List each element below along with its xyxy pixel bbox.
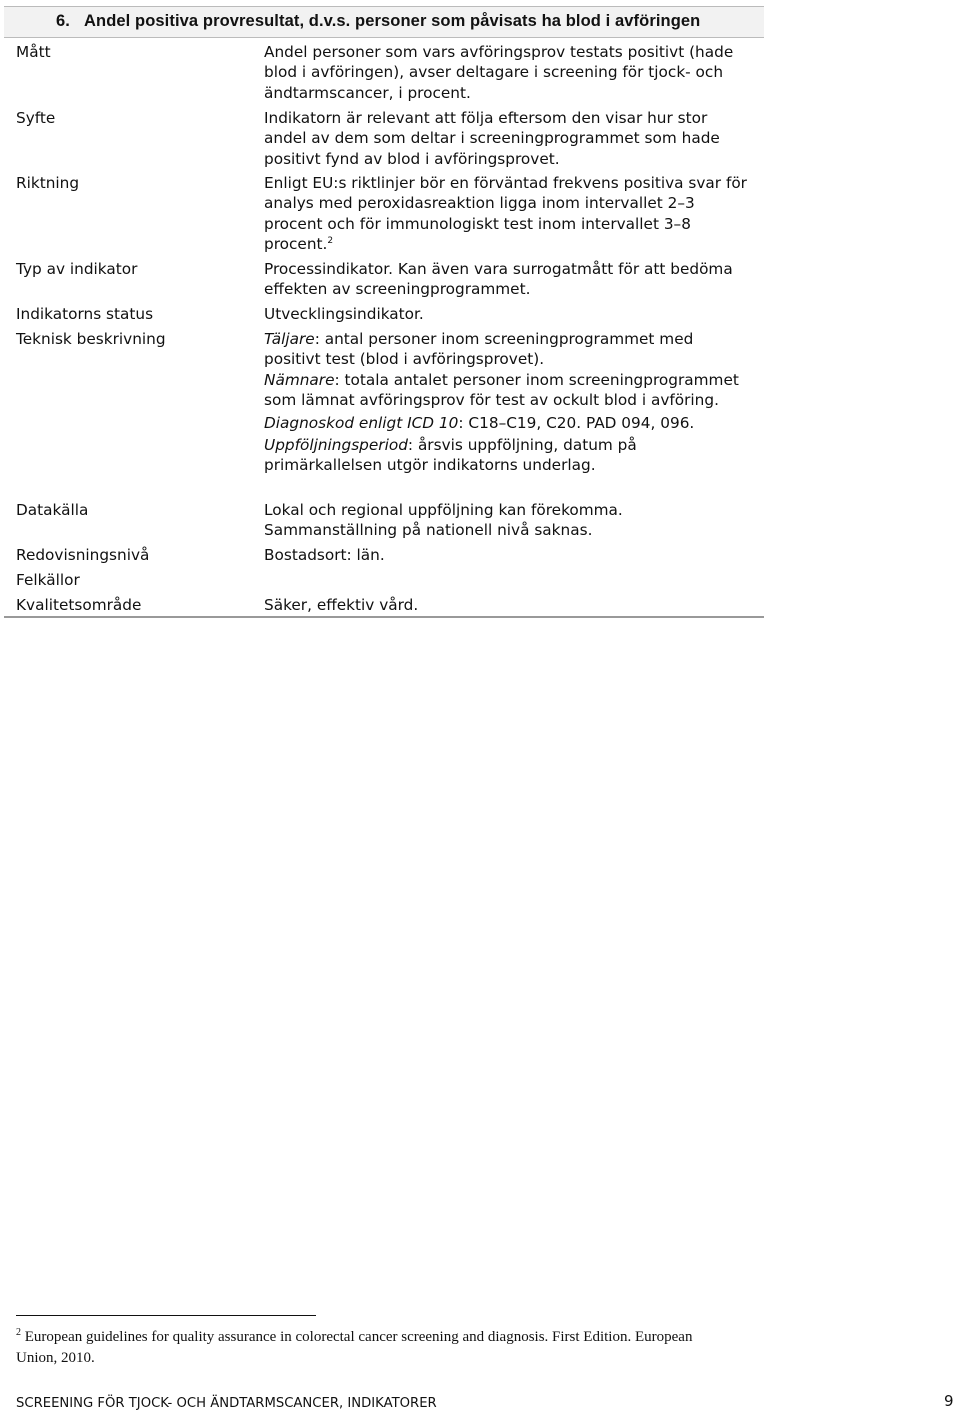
- running-footer-title: SCREENING FÖR TJOCK- OCH ÄNDTARMSCANCER, INDIKATORER: [16, 1396, 437, 1411]
- row-value-teknisk: [264, 329, 754, 476]
- section-title: Andel positiva provresultat, d.v.s. personer som påvisats ha blod i avföringen: [84, 12, 701, 30]
- row-label-syfte: Syfte: [16, 109, 56, 127]
- row-label-kvalitet: Kvalitetsområde: [16, 596, 142, 614]
- row-label-riktning: Riktning: [16, 174, 80, 192]
- section-heading: [56, 12, 700, 31]
- row-value-datakalla: Lokal och regional uppföljning kan förekomma. Sammanställning på nationell nivå saknas.: [264, 501, 623, 540]
- row-value-redovisning: Bostadsort: län.: [264, 546, 385, 564]
- taljare-text: : antal personer inom screeningprogrammet med positivt test (blod i avföringsprovet).: [264, 330, 694, 369]
- riktning-text: Enligt EU:s riktlinjer bör en förväntad frekvens positiva svar för analys med peroxidasreaktion ligga inom intervallet 2–3 procent och för immunologiskt test inom intervallet 3–8 procent.: [264, 174, 747, 254]
- uppfoljning-paragraph: [264, 435, 754, 476]
- row-value-status: Utvecklingsindikator.: [264, 305, 424, 323]
- row-label-datakalla: Datakälla: [16, 501, 89, 519]
- footnote: [16, 1327, 736, 1369]
- namnare-text: : totala antalet personer inom screeningprogrammet som lämnat avföringsprov för test av ockult blod i avföring.: [264, 370, 739, 410]
- section-number: 6.: [56, 12, 70, 30]
- row-value-riktning: [264, 173, 754, 255]
- table-bottom-rule: [4, 616, 764, 618]
- row-value-typ: Processindikator. Kan även vara surrogatmått för att bedöma effekten av screeningprogrammet.: [264, 260, 733, 299]
- page-number: 9: [944, 1392, 954, 1410]
- row-label-teknisk: Teknisk beskrivning: [16, 330, 166, 348]
- taljare-term: Täljare: [264, 330, 315, 348]
- row-label-felkallor: Felkällor: [16, 571, 80, 589]
- row-label-status: Indikatorns status: [16, 305, 154, 323]
- row-value-matt: Andel personer som vars avföringsprov testats positivt (hade blod i avföringen), avser deltagare i screening för tjock- och ändtarmscancer, i procent.: [264, 43, 734, 102]
- footnote-separator: [16, 1315, 316, 1316]
- row-value-syfte: Indikatorn är relevant att följa eftersom den visar hur stor andel av dem som deltar i screeningprogrammet som hade positivt fynd av blod i avföringsprovet.: [264, 109, 720, 168]
- diagnos-text: : C18–C19, C20. PAD 094, 096.: [458, 413, 695, 432]
- uppfoljning-text: : årsvis uppföljning, datum på primärkallelsen utgör indikatorns underlag.: [264, 436, 637, 475]
- row-label-typ: Typ av indikator: [16, 260, 138, 278]
- diagnos-term: Diagnoskod enligt ICD 10: [264, 413, 459, 432]
- footnote-number: 2: [16, 1327, 21, 1338]
- taljare-paragraph: [264, 329, 754, 370]
- uppfoljning-term: Uppföljningsperiod: [264, 436, 408, 455]
- row-label-matt: Mått: [16, 43, 51, 61]
- row-value-kvalitet: Säker, effektiv vård.: [264, 596, 419, 614]
- diagnos-paragraph: [264, 413, 754, 433]
- row-label-redovisning: Redovisningsnivå: [16, 546, 150, 564]
- namnare-term: Nämnare: [264, 370, 335, 389]
- namnare-paragraph: [264, 370, 754, 411]
- footnote-text: European guidelines for quality assurance in colorectal cancer screening and diagnosis. First Edition. European Union, 2010.: [16, 1329, 693, 1366]
- footnote-ref: 2: [327, 236, 334, 247]
